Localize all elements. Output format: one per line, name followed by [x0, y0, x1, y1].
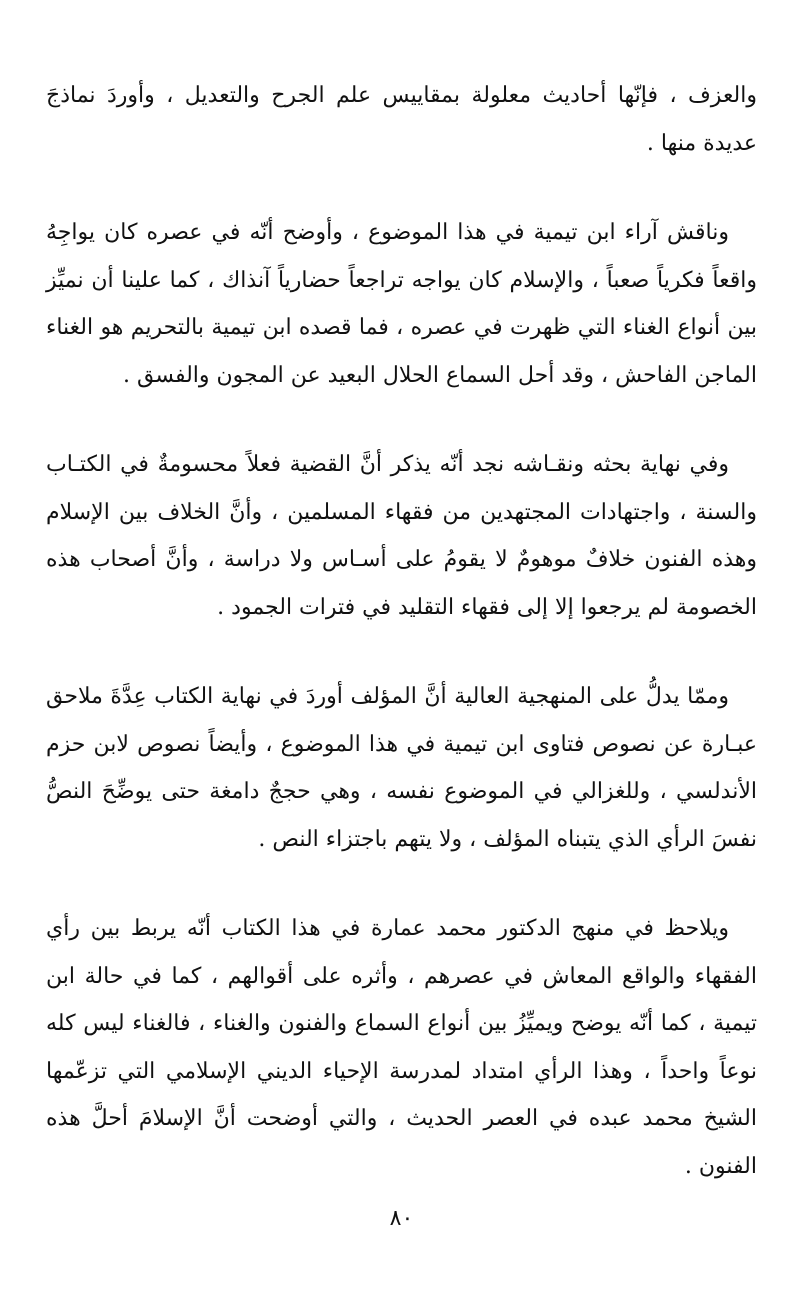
- paragraph-2: وناقش آراء ابن تيمية في هذا الموضوع ، وأوضح أنّه في عصره كان يواجِهُ واقعاً فكرياً صعباً ، والإسلام كان يواجه تراجعاً حضارياً آنذاك ، كما علينا أن نميِّز بين أنواع الغناء التي ظهرت في عصره ، فما قصده ابن تيمية بالتحريم هو الغناء الماجن الفاحش ، وقد أحل السماع الحلال البعيد عن المجون والفسق .: [46, 220, 757, 388]
- paragraph-4: وممّا يدلُّ على المنهجية العالية أنَّ المؤلف أوردَ في نهاية الكتاب عِدَّةَ ملاحق عبـارة عن نصوص فتاوى ابن تيمية في هذا الموضوع ، وأيضاً نصوص لابن حزم الأندلسي ، وللغزالي في الموضوع نفسه ، وهي حججٌ دامغة حتى يوضِّحَ النصُّ نفسَ الرأي الذي يتبناه المؤلف ، ولا يتهم باجتزاء النص .: [46, 684, 757, 852]
- book-page: [46, 72, 757, 1236]
- paragraph-5: ويلاحظ في منهج الدكتور محمد عمارة في هذا الكتاب أنّه يربط بين رأي الفقهاء والواقع المعاش في عصرهم ، وأثره على أقوالهم ، كما في حالة ابن تيمية ، كما أنّه يوضح ويميِّزُ بين أنواع السماع والفنون والغناء ، فالغناء ليس كله نوعاً واحداً ، وهذا الرأي امتداد لمدرسة الإحياء الديني الإسلامي التي تزعّمها الشيخ محمد عبده في العصر الحديث ، والتي أوضحت أنَّ الإسلامَ أحلَّ هذه الفنون .: [46, 916, 757, 1179]
- page-number: ٨٠: [389, 1206, 414, 1231]
- paragraph-1: والعزف ، فإنّها أحاديث معلولة بمقاييس علم الجرح والتعديل ، وأوردَ نماذجَ عديدة منها .: [46, 83, 757, 156]
- paragraph-3: وفي نهاية بحثه ونقـاشه نجد أنّه يذكر أنَّ القضية فعلاً محسومةٌ في الكتـاب والسنة ، واجتهادات المجتهدين من فقهاء المسلمين ، وأنَّ الخلاف بين الإسلام وهذه الفنون خلافٌ موهومٌ لا يقومُ على أسـاس ولا دراسة ، وأنَّ أصحاب هذه الخصومة لم يرجعوا إلا إلى فقهاء التقليد في فترات الجمود .: [46, 452, 757, 620]
